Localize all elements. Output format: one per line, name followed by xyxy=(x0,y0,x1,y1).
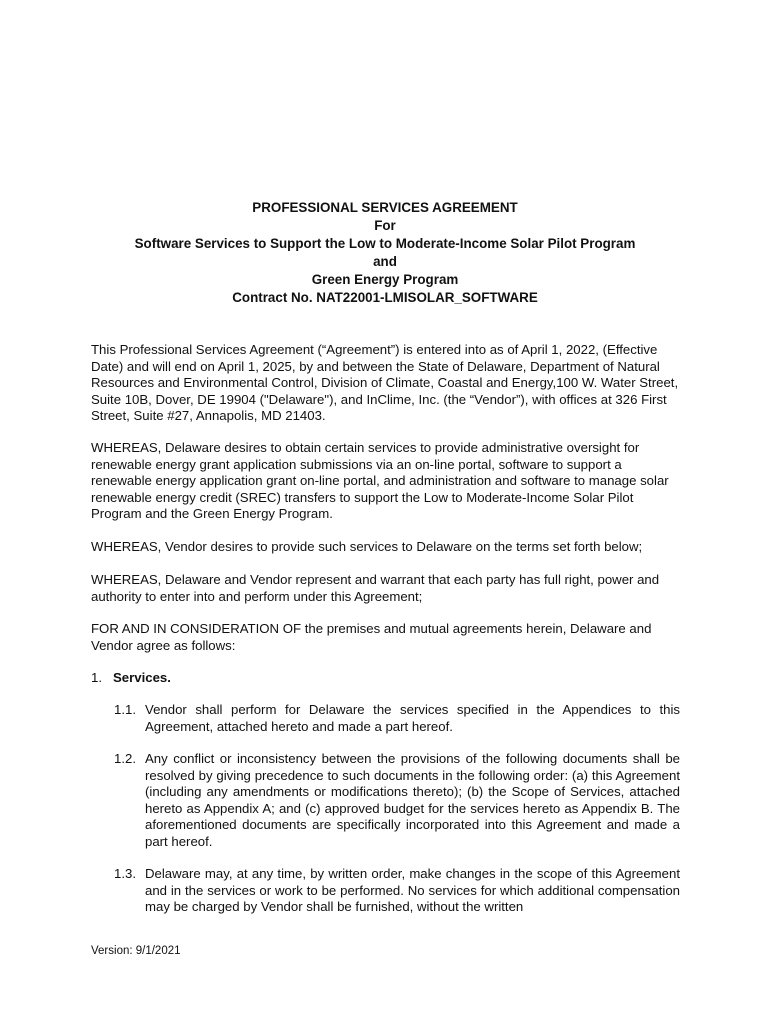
title-line-agreement: PROFESSIONAL SERVICES AGREEMENT xyxy=(252,200,518,215)
clause-text: Delaware may, at any time, by written order, make changes in the scope of this Agreement and in the services or work to be performed. No services for which additional compensation may be charged by Vendor shall be furnished, without the written xyxy=(145,866,680,915)
clause-number: 1.1. xyxy=(114,702,136,717)
title-line-contract-number: Contract No. NAT22001-LMISOLAR_SOFTWARE xyxy=(232,290,538,305)
intro-text: This Professional Services Agreement (“Agreement”) is entered into as of April 1, 2022, (Effective Date) and will end on April 1, 2025, by and between the State of Delaware, Department of Natural Resources and Environmental Control, Division of Climate, Coastal and Energy,100 W. Water Street, Suite 10B, Dover, DE 19904 ("Delaware"), and InClime, Inc. (the “Vendor”), with offices at 326 First Street, Suite #27, Annapolis, MD 21403. xyxy=(91,342,679,424)
whereas-text-1: WHEREAS, Delaware desires to obtain certain services to provide administrative oversight for renewable energy grant application submissions via an on-line portal, software to support a renewable energy application grant on-line portal, and administration and software to manage solar renewable energy credit (SREC) transfers to support the Low to Moderate-Income Solar Pilot Program and the Green Energy Program. xyxy=(91,440,669,522)
clause-number: 1.2. xyxy=(114,751,136,766)
title-line-program: Software Services to Support the Low to Moderate-Income Solar Pilot Program xyxy=(134,236,636,251)
clause-text: Any conflict or inconsistency between the provisions of the following documents shall be resolved by giving precedence to such documents in the following order: (a) this Agreement (including any amendments or modifications thereto); (b) the Scope of Services, attached hereto as Appendix A; and (c) approved budget for the services hereto as Appendix B. The aforementioned documents are specifically incorporated into this Agreement and made a part hereof. xyxy=(145,751,680,849)
section-heading-services xyxy=(91,670,171,687)
clause-1-2 xyxy=(114,751,680,851)
whereas-paragraph-2 xyxy=(91,539,681,556)
title-line-for: For xyxy=(374,218,396,233)
intro-paragraph xyxy=(91,342,681,425)
whereas-text-3: WHEREAS, Delaware and Vendor represent and warrant that each party has full right, power and authority to enter into and perform under this Agreement; xyxy=(91,572,660,604)
version-footer: Version: 9/1/2021 xyxy=(91,945,181,957)
whereas-paragraph-1 xyxy=(91,440,681,523)
clause-text: Vendor shall perform for Delaware the services specified in the Appendices to this Agreement, attached hereto and made a part hereof. xyxy=(145,702,680,734)
consideration-paragraph xyxy=(91,621,681,654)
whereas-text-2: WHEREAS, Vendor desires to provide such services to Delaware on the terms set forth below; xyxy=(91,539,643,554)
title-line-green-energy: Green Energy Program xyxy=(311,272,459,287)
whereas-paragraph-3 xyxy=(91,572,681,605)
consideration-text: FOR AND IN CONSIDERATION OF the premises and mutual agreements herein, Delaware and Vendor agree as follows: xyxy=(91,621,652,653)
title-line-and: and xyxy=(373,254,397,269)
clause-number: 1.3. xyxy=(114,866,136,881)
section-label: Services. xyxy=(113,670,171,685)
document-title xyxy=(0,199,770,307)
section-number: 1. xyxy=(91,670,102,685)
clause-1-3 xyxy=(114,866,680,916)
clause-1-1 xyxy=(114,702,680,735)
